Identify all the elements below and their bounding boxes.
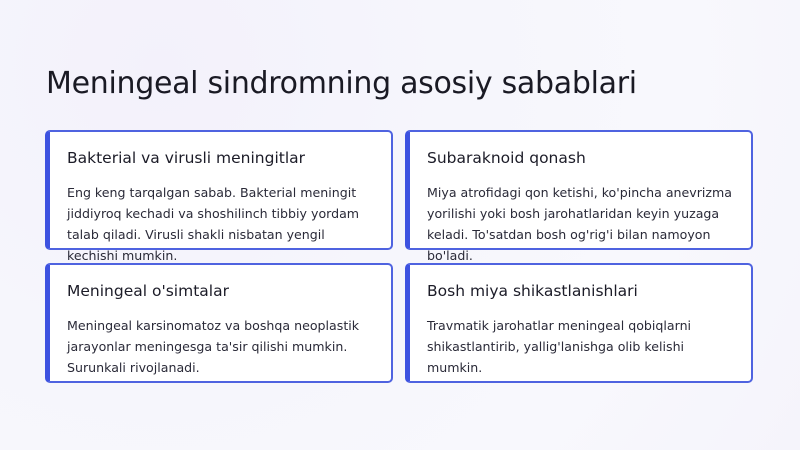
cause-card-meningeal-tumors [45, 263, 393, 383]
card-title: Subaraknoid qonash [427, 149, 586, 167]
card-text: Travmatik jarohatlar meningeal qobiqlarni shikastlantirib, yallig'lanishga olib kelishi mumkin. [427, 318, 692, 375]
cause-card-bacterial-viral-meningitis [45, 130, 393, 263]
card-title: Bakterial va virusli meningitlar [67, 149, 306, 167]
card-text: Meningeal karsinomatoz va boshqa neoplastik jarayonlar meningesga ta'sir qilishi mumkin. Surunkali rivojlanadi. [67, 318, 360, 375]
cause-card-subarachnoid-hemorrhage [405, 130, 753, 263]
cause-card-brain-injuries [405, 263, 753, 383]
card-text: Miya atrofidagi qon ketishi, ko'pincha anevrizma yorilishi yoki bosh jarohatlaridan keyin yuzaga keladi. To'satdan bosh og'rig'i bilan namoyon bo'ladi. [427, 185, 732, 263]
slide-title: Meningeal sindromning asosiy sabablari [46, 66, 637, 101]
card-title: Meningeal o'simtalar [67, 282, 229, 300]
card-title: Bosh miya shikastlanishlari [427, 282, 638, 300]
card-text: Eng keng tarqalgan sabab. Bakterial meningit jiddiyroq kechadi va shoshilinch tibbiy yordam talab qiladi. Virusli shakli nisbatan yengil kechishi mumkin. [67, 185, 360, 263]
